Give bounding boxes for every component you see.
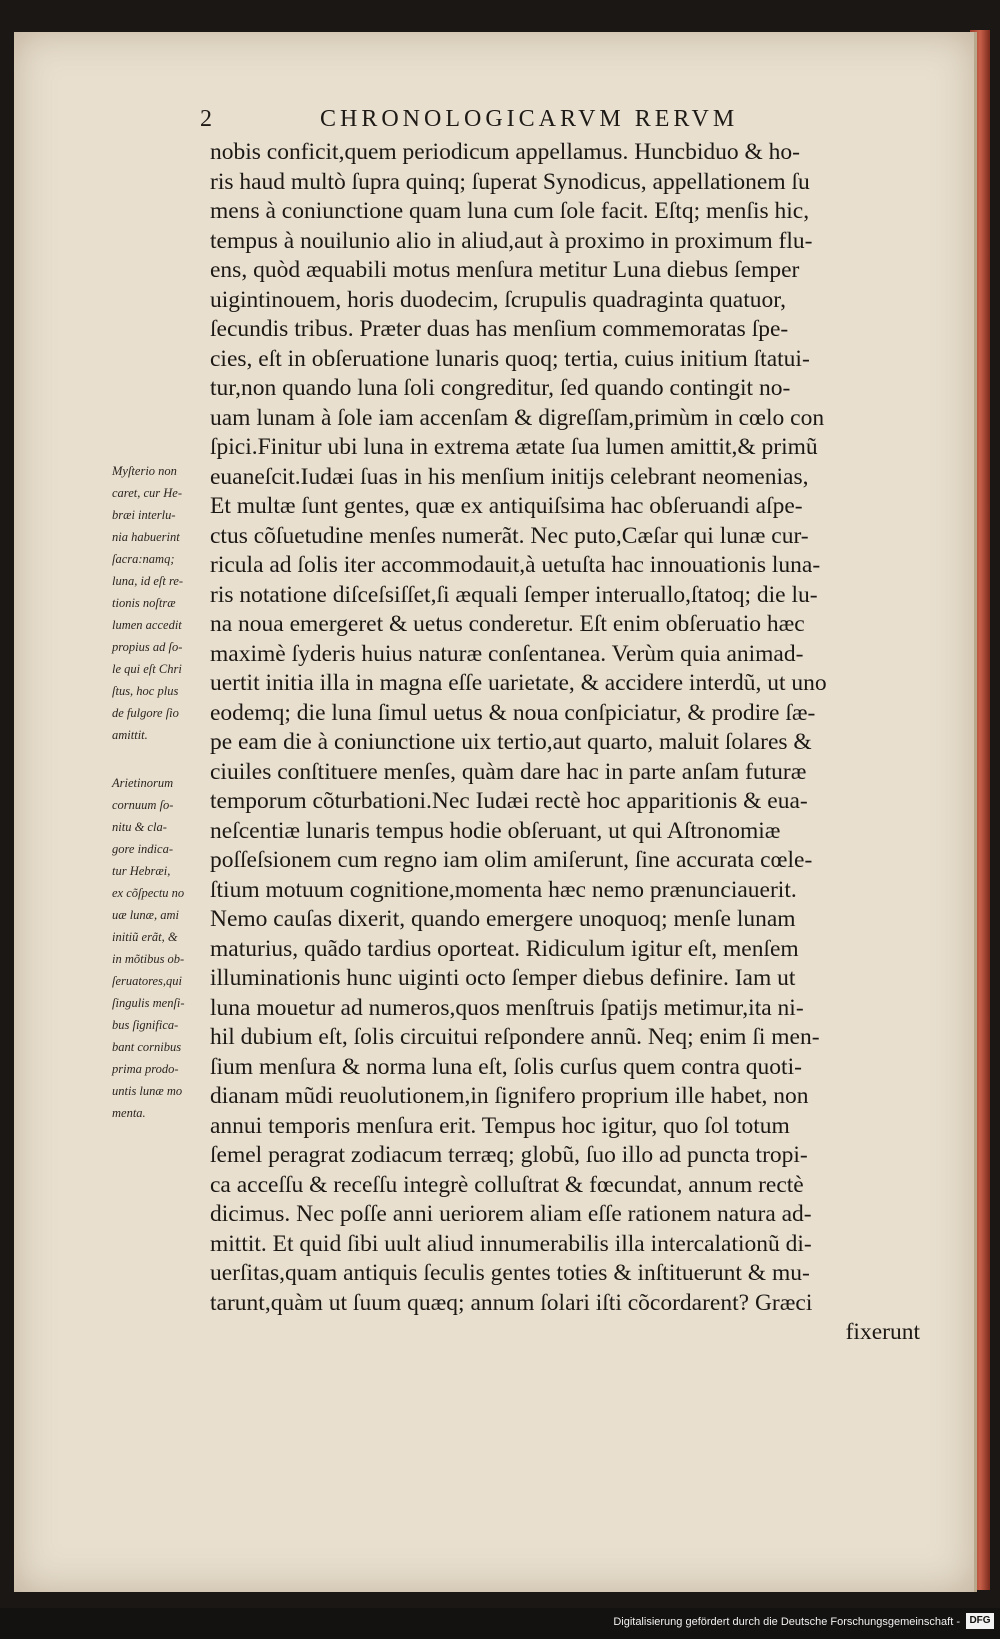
margin-note-line: menta. bbox=[112, 1106, 146, 1120]
margin-note-line: luna, id eſt re- bbox=[112, 574, 184, 588]
text-line: poſſeſsionem cum regno iam olim amiſerunt, ſine accurata cœle- bbox=[210, 847, 813, 873]
page-header bbox=[200, 100, 910, 140]
text-line: Et multæ ſunt gentes, quæ ex antiquiſsima hac obſeruandi aſpe- bbox=[210, 493, 803, 519]
margin-note-1 bbox=[112, 460, 204, 746]
text-line: uertit initia illa in magna eſſe uarietate, & accidere interdũ, ut uno bbox=[210, 670, 827, 696]
margin-note-line: lumen accedit bbox=[112, 618, 182, 632]
text-line: dianam mũdi reuolutionem,in ſignifero proprium ille habet, non bbox=[210, 1083, 809, 1109]
running-head: CHRONOLOGICARVM RERVM bbox=[320, 106, 739, 132]
text-line: cies, eſt in obſeruatione lunaris quoq; tertia, cuius initium ſtatui- bbox=[210, 345, 810, 372]
text-line: ſium menſura & norma luna eſt, ſolis curſus quem contra quoti- bbox=[210, 1053, 802, 1080]
text-line: tempus à nouilunio alio in aliud,aut à proximo in proximum flu- bbox=[210, 227, 813, 254]
text-line: na noua emergeret & uetus conderetur. Eſt enim obſeruatio hæc bbox=[210, 611, 805, 637]
margin-note-line: propius ad ſo- bbox=[112, 640, 183, 654]
margin-note-line: tionis noſtræ bbox=[112, 596, 176, 610]
text-line: hil dubium eſt, ſolis circuitui reſpondere annũ. Neq; enim ſi men- bbox=[210, 1024, 820, 1050]
margin-note-line: bræi interlu- bbox=[112, 508, 176, 522]
text-line: ciuiles conſtituere menſes, quàm dare hac in parte anſam futuræ bbox=[210, 758, 807, 785]
margin-note-line: Arietinorum bbox=[112, 776, 174, 790]
dfg-logo: DFG bbox=[966, 1613, 994, 1629]
text-line: dicimus. Nec poſſe anni ueriorem aliam eſſe rationem natura ad- bbox=[210, 1201, 812, 1227]
text-line: mens à coniunctione quam luna cum ſole facit. Eſtq; menſis hic, bbox=[210, 198, 810, 224]
margin-note-line: untis lunæ mo bbox=[112, 1084, 183, 1098]
text-line: euaneſcit.Iudæi ſuas in his menſium initijs celebrant neomenias, bbox=[210, 463, 809, 490]
margin-note-line: ſingulis menſi- bbox=[112, 996, 185, 1010]
margin-note-line: amittit. bbox=[112, 728, 148, 742]
margin-note-line: le qui eſt Chri bbox=[112, 662, 182, 676]
digitization-credit: Digitalisierung gefördert durch die Deutsche Forschungsgemeinschaft - bbox=[613, 1616, 960, 1628]
text-line: illuminationis hunc uiginti octo ſemper diebus definire. Iam ut bbox=[210, 965, 796, 991]
margin-note-line: initiũ erãt, & bbox=[112, 930, 178, 944]
text-line: pe eam die à coniunctione uix tertio,aut quarto, maluit ſolares & bbox=[210, 729, 812, 755]
text-line: ris notatione diſceſsiſſet,ſi æquali ſemper interuallo,ſtatoq; die lu- bbox=[210, 581, 818, 608]
text-line: ca acceſſu & receſſu integrè colluſtrat & fœcundat, annum rectè bbox=[210, 1171, 804, 1198]
margin-note-line: Myſterio non bbox=[112, 464, 177, 478]
margin-note-line: bus ſignifica- bbox=[112, 1018, 179, 1032]
text-line: temporum cõturbationi.Nec Iudæi rectè hoc apparitionis & eua- bbox=[210, 788, 808, 814]
text-line: maximè ſyderis huius naturæ conſentanea. Verùm quia animad- bbox=[210, 640, 804, 667]
margin-note-line: ſtus, hoc plus bbox=[112, 684, 179, 698]
body-text bbox=[210, 138, 920, 1348]
text-line: ſemel peragrat zodiacum terræq; globũ, ſuo illo ad puncta tropi- bbox=[210, 1142, 808, 1168]
text-line: uigintinouem, horis duodecim, ſcrupulis quadraginta quatuor, bbox=[210, 286, 787, 313]
text-line: ricula ad ſolis iter accommodauit,à uetuſta hac innouationis luna- bbox=[210, 552, 821, 578]
text-line: eodemq; die luna ſimul uetus & noua conſpiciatur, & prodire ſæ- bbox=[210, 699, 816, 726]
text-line: mittit. Et quid ſibi uult aliud innumerabilis illa intercalationũ di- bbox=[210, 1230, 812, 1257]
margin-note-line: cornuum ſo- bbox=[112, 798, 174, 812]
text-line: nobis conficit,quem periodicum appellamus. Huncbiduo & ho- bbox=[210, 139, 800, 165]
text-line: ſecundis tribus. Præter duas has menſium commemoratas ſpe- bbox=[210, 316, 789, 342]
text-line: tur,non quando luna ſoli congreditur, ſed quando contingit no- bbox=[210, 375, 791, 401]
margin-note-line: caret, cur He- bbox=[112, 486, 182, 500]
margin-note-line: ſeruatores,qui bbox=[112, 974, 183, 988]
text-line: annui temporis menſura erit. Tempus hoc igitur, quo ſol totum bbox=[210, 1112, 790, 1139]
text-line: ſpici.Finitur ubi luna in extrema ætate ſua lumen amittit,& primũ bbox=[210, 434, 818, 460]
margin-note-line: bant cornibus bbox=[112, 1040, 182, 1054]
catchword: fixerunt bbox=[845, 1319, 920, 1345]
text-line: maturius, quãdo tardius oporteat. Ridiculum igitur eſt, menſem bbox=[210, 935, 799, 962]
margin-note-line: gore indica- bbox=[112, 842, 173, 856]
text-line: uerſitas,quam antiquis ſeculis gentes toties & inſtituerunt & mu- bbox=[210, 1260, 810, 1286]
text-line: tarunt,quàm ut ſuum quæq; annum ſolari iſti cõcordarent? Græci bbox=[210, 1289, 813, 1316]
margin-note-line: ſacra:namq; bbox=[112, 552, 175, 566]
text-line: ris haud multò ſupra quinq; ſuperat Synodicus, appellationem ſu bbox=[210, 168, 810, 195]
text-line: luna mouetur ad numeros,quos menſtruis ſpatijs metimur,ita ni- bbox=[210, 994, 804, 1021]
page-number: 2 bbox=[200, 106, 212, 132]
text-line: neſcentiæ lunaris tempus hodie obſeruant, ut qui Aſtronomiæ bbox=[210, 817, 781, 844]
margin-note-line: nia habuerint bbox=[112, 530, 180, 544]
text-line: Nemo cauſas dixerit, quando emergere unoquoq; menſe lunam bbox=[210, 906, 796, 932]
margin-note-line: in mõtibus ob- bbox=[112, 952, 185, 966]
margin-note-line: nitu & cla- bbox=[112, 820, 167, 834]
margin-note-line: tur Hebræi, bbox=[112, 864, 171, 878]
text-line: uam lunam à ſole iam accenſam & digreſſam,primùm in cœlo con bbox=[210, 404, 825, 431]
margin-note-line: prima prodo- bbox=[112, 1062, 179, 1076]
text-line: ens, quòd æquabili motus menſura metitur Luna diebus ſemper bbox=[210, 257, 800, 283]
text-line: ctus cõſuetudine menſes numerãt. Nec puto,Cæſar qui lunæ cur- bbox=[210, 522, 809, 549]
margin-note-line: de fulgore ſio bbox=[112, 706, 179, 720]
margin-note-line: uæ lunæ, ami bbox=[112, 908, 180, 922]
margin-note-line: ex cõſpectu no bbox=[112, 886, 185, 900]
margin-note-2 bbox=[112, 772, 204, 1124]
text-line: ſtium motuum cognitione,momenta hæc nemo prænunciauerit. bbox=[210, 876, 797, 903]
